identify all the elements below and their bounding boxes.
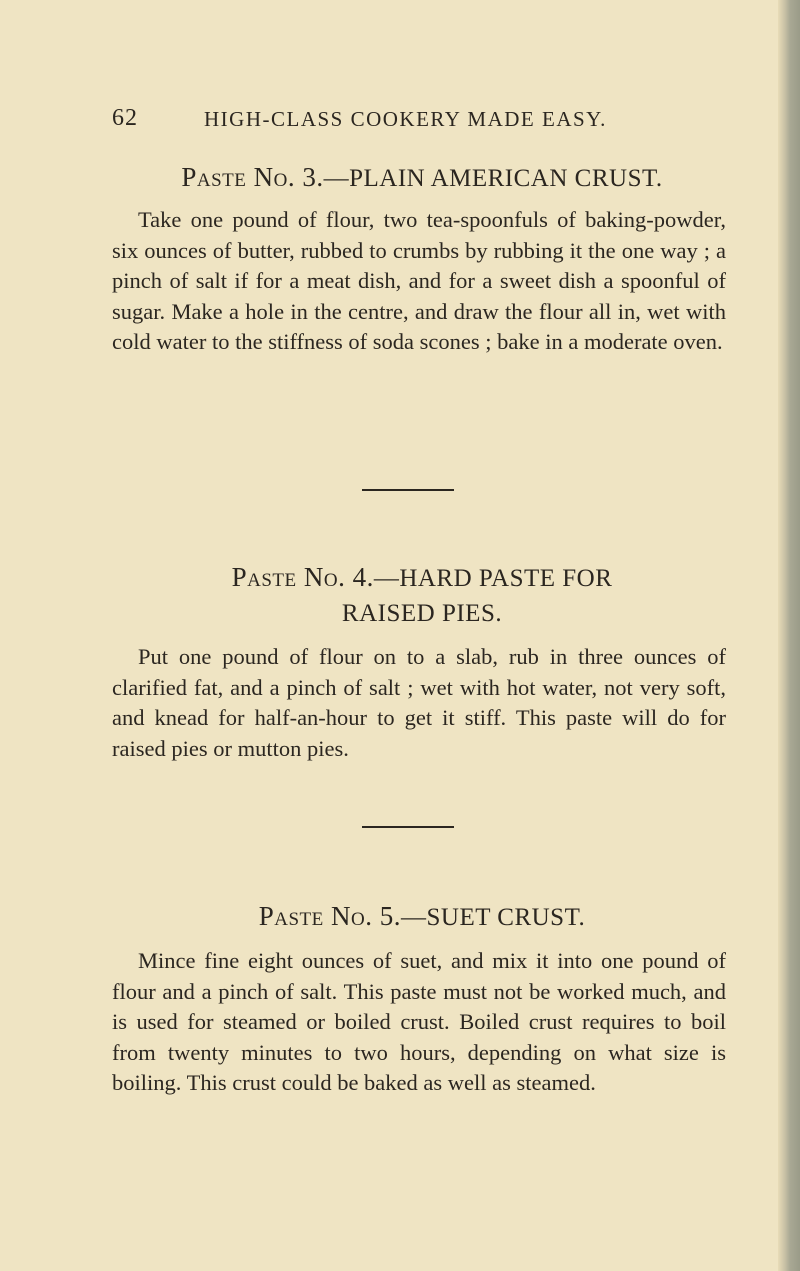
recipe-heading-lead: Paste No. 5. <box>258 901 401 931</box>
recipe-heading-title: —PLAIN AMERICAN CRUST. <box>323 165 663 192</box>
recipe-heading-title: RAISED PIES. <box>341 600 503 627</box>
recipe-heading-paste-5 <box>112 899 732 935</box>
running-head <box>112 105 732 135</box>
recipe-heading-paste-3 <box>112 160 732 196</box>
recipe-body-paste-5: Mince fine eight ounces of suet, and mix it into one pound of flour and a pinch of salt. This paste must not be worked much, and is used for steamed or boiled crust. Boiled crust requires to boil from twenty minutes to two hours, depending on what size is boiling. This crust could be baked as well as steamed. <box>112 948 726 1095</box>
recipe-heading-lead: Paste No. 4. <box>231 562 374 592</box>
recipe-body-paste-4: Put one pound of flour on to a slab, rub in three ounces of clarified fat, and a pinch of salt ; wet with hot water, not very soft, and knead for half-an-hour to get it stiff. This paste will do for raised pies or mutton pies. <box>112 644 726 761</box>
section-divider <box>362 826 454 828</box>
running-title: HIGH-CLASS COOKERY MADE EASY. <box>204 107 607 131</box>
section-divider <box>362 489 454 491</box>
recipe-body-paste-3: Take one pound of flour, two tea-spoonfuls of baking-powder, six ounces of butter, rubbed to crumbs by rubbing it the one way ; a pinch of salt if for a meat dish, and for a sweet dish a spoonful of sugar. Make a hole in the centre, and draw the flour all in, wet with cold water to the stiffness of soda scones ; bake in a moderate oven. <box>112 207 726 354</box>
page-number: 62 <box>112 105 138 131</box>
page-edge-shadow <box>778 0 800 1271</box>
recipe-heading-paste-4-line-2 <box>112 597 732 631</box>
recipe-heading-title: —SUET CRUST. <box>400 904 586 931</box>
recipe-heading-paste-4 <box>112 560 732 596</box>
recipe-heading-title: —HARD PASTE FOR <box>373 565 613 592</box>
recipe-heading-lead: Paste No. 3. <box>181 162 324 192</box>
